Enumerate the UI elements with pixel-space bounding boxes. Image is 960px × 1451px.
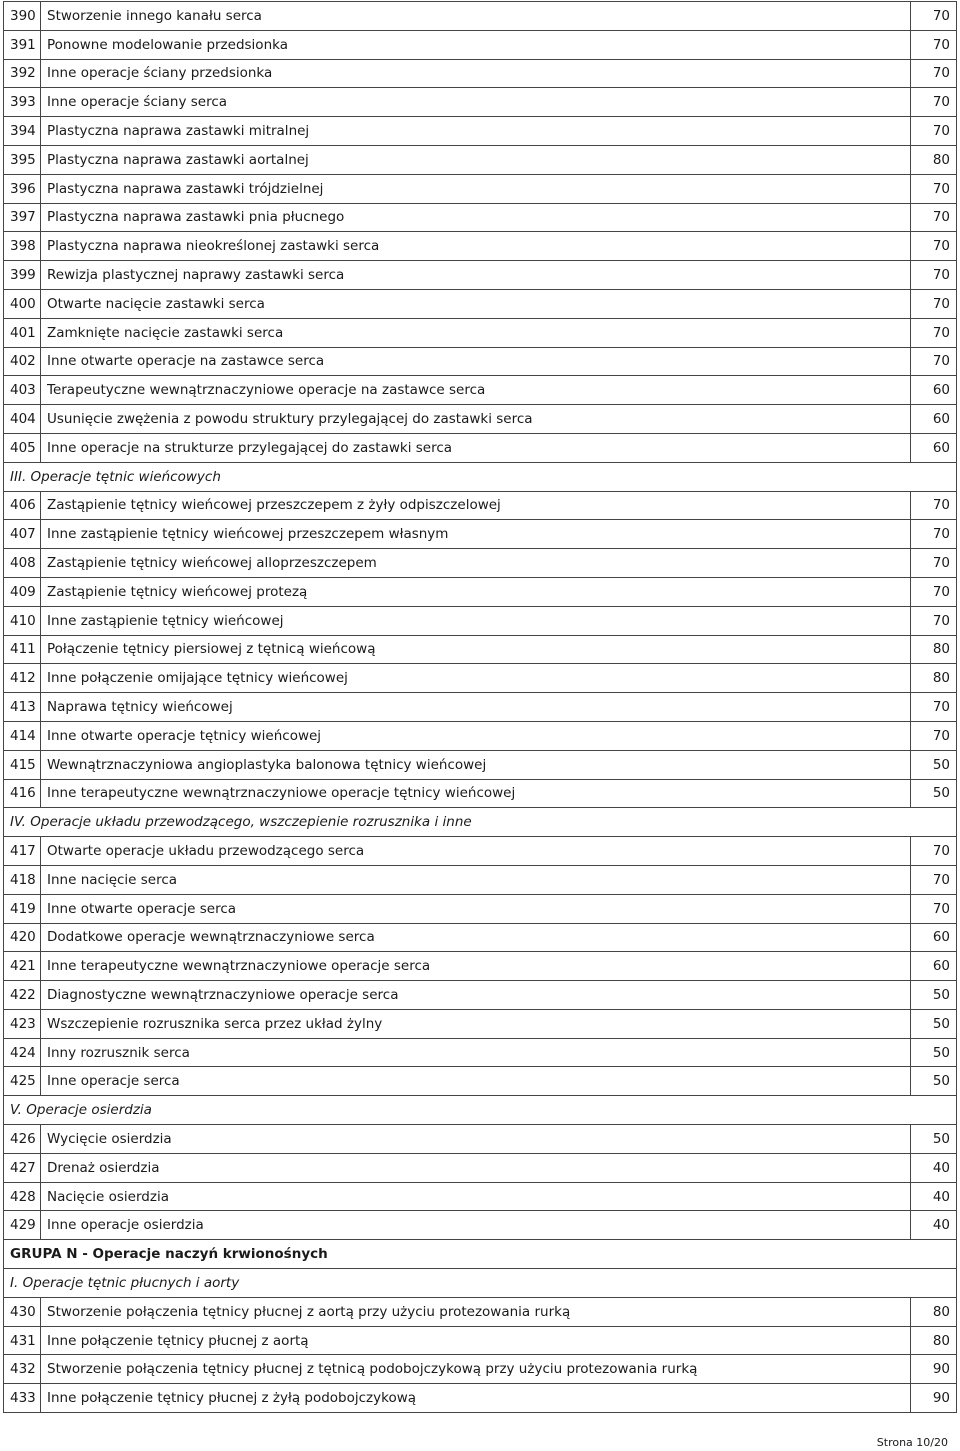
procedure-number: 426 bbox=[4, 1125, 41, 1154]
table-row bbox=[4, 923, 957, 952]
procedure-number: 411 bbox=[4, 635, 41, 664]
procedure-value: 70 bbox=[911, 520, 957, 549]
procedure-name: Plastyczna naprawa zastawki trójdzielnej bbox=[41, 174, 911, 203]
table-row bbox=[4, 1384, 957, 1413]
procedure-name: Otwarte nacięcie zastawki serca bbox=[41, 289, 911, 318]
table-row bbox=[4, 549, 957, 578]
procedure-name: Ponowne modelowanie przedsionka bbox=[41, 30, 911, 59]
table-row bbox=[4, 1182, 957, 1211]
procedure-number: 390 bbox=[4, 2, 41, 31]
procedure-number: 413 bbox=[4, 693, 41, 722]
section-header-row bbox=[4, 1096, 957, 1125]
table-row bbox=[4, 232, 957, 261]
procedure-number: 420 bbox=[4, 923, 41, 952]
procedure-number: 393 bbox=[4, 88, 41, 117]
procedure-value: 90 bbox=[911, 1384, 957, 1413]
procedure-number: 415 bbox=[4, 750, 41, 779]
table-row bbox=[4, 1009, 957, 1038]
procedure-value: 70 bbox=[911, 203, 957, 232]
procedure-value: 70 bbox=[911, 491, 957, 520]
procedure-name: Inne terapeutyczne wewnątrznaczyniowe operacje tętnicy wieńcowej bbox=[41, 779, 911, 808]
procedure-number: 412 bbox=[4, 664, 41, 693]
table-row bbox=[4, 1297, 957, 1326]
procedure-number: 432 bbox=[4, 1355, 41, 1384]
procedure-value: 50 bbox=[911, 981, 957, 1010]
procedure-number: 423 bbox=[4, 1009, 41, 1038]
procedure-number: 424 bbox=[4, 1038, 41, 1067]
procedure-number: 397 bbox=[4, 203, 41, 232]
procedure-name: Inne operacje osierdzia bbox=[41, 1211, 911, 1240]
procedure-name: Terapeutyczne wewnątrznaczyniowe operacje na zastawce serca bbox=[41, 376, 911, 405]
procedure-name: Inne operacje ściany serca bbox=[41, 88, 911, 117]
procedure-number: 419 bbox=[4, 894, 41, 923]
group-heading: GRUPA N - Operacje naczyń krwionośnych bbox=[4, 1240, 957, 1269]
procedure-number: 401 bbox=[4, 318, 41, 347]
procedure-number: 429 bbox=[4, 1211, 41, 1240]
procedure-value: 40 bbox=[911, 1211, 957, 1240]
procedure-name: Plastyczna naprawa zastawki pnia płucnego bbox=[41, 203, 911, 232]
procedure-value: 60 bbox=[911, 952, 957, 981]
procedure-value: 70 bbox=[911, 289, 957, 318]
procedure-name: Inny rozrusznik serca bbox=[41, 1038, 911, 1067]
table-row bbox=[4, 693, 957, 722]
table-row bbox=[4, 203, 957, 232]
procedure-number: 400 bbox=[4, 289, 41, 318]
table-row bbox=[4, 347, 957, 376]
procedure-name: Wewnątrznaczyniowa angioplastyka balonowa tętnicy wieńcowej bbox=[41, 750, 911, 779]
procedure-value: 70 bbox=[911, 30, 957, 59]
procedure-name: Inne terapeutyczne wewnątrznaczyniowe operacje serca bbox=[41, 952, 911, 981]
procedure-value: 70 bbox=[911, 693, 957, 722]
procedure-name: Inne otwarte operacje tętnicy wieńcowej bbox=[41, 721, 911, 750]
table-row bbox=[4, 837, 957, 866]
table-row bbox=[4, 174, 957, 203]
procedure-value: 50 bbox=[911, 1038, 957, 1067]
procedure-name: Inne nacięcie serca bbox=[41, 865, 911, 894]
table-row bbox=[4, 88, 957, 117]
procedure-number: 410 bbox=[4, 606, 41, 635]
procedure-number: 399 bbox=[4, 261, 41, 290]
table-row bbox=[4, 894, 957, 923]
procedure-number: 428 bbox=[4, 1182, 41, 1211]
procedure-number: 433 bbox=[4, 1384, 41, 1413]
procedure-value: 60 bbox=[911, 376, 957, 405]
table-row bbox=[4, 2, 957, 31]
procedure-value: 70 bbox=[911, 894, 957, 923]
procedure-number: 409 bbox=[4, 577, 41, 606]
table-row bbox=[4, 1038, 957, 1067]
procedure-name: Stworzenie połączenia tętnicy płucnej z tętnicą podobojczykową przy użyciu protezowania rurką bbox=[41, 1355, 911, 1384]
procedure-name: Stworzenie innego kanału serca bbox=[41, 2, 911, 31]
procedure-number: 402 bbox=[4, 347, 41, 376]
procedure-value: 70 bbox=[911, 347, 957, 376]
procedure-value: 70 bbox=[911, 261, 957, 290]
table-row bbox=[4, 1153, 957, 1182]
table-row bbox=[4, 750, 957, 779]
procedure-name: Inne operacje na strukturze przylegającej do zastawki serca bbox=[41, 433, 911, 462]
procedure-name: Usunięcie zwężenia z powodu struktury przylegającej do zastawki serca bbox=[41, 405, 911, 434]
table-row bbox=[4, 117, 957, 146]
procedure-value: 50 bbox=[911, 1125, 957, 1154]
procedure-name: Zastąpienie tętnicy wieńcowej protezą bbox=[41, 577, 911, 606]
procedure-table-body bbox=[4, 2, 957, 1413]
procedure-value: 80 bbox=[911, 635, 957, 664]
procedure-number: 394 bbox=[4, 117, 41, 146]
table-row bbox=[4, 491, 957, 520]
procedure-value: 40 bbox=[911, 1182, 957, 1211]
table-row bbox=[4, 779, 957, 808]
procedure-number: 403 bbox=[4, 376, 41, 405]
procedure-number: 418 bbox=[4, 865, 41, 894]
procedure-value: 70 bbox=[911, 2, 957, 31]
procedure-name: Inne połączenie tętnicy płucnej z żyłą podobojczykową bbox=[41, 1384, 911, 1413]
procedure-name: Inne połączenie tętnicy płucnej z aortą bbox=[41, 1326, 911, 1355]
table-row bbox=[4, 376, 957, 405]
procedure-value: 70 bbox=[911, 837, 957, 866]
procedure-value: 70 bbox=[911, 577, 957, 606]
procedure-number: 406 bbox=[4, 491, 41, 520]
section-header-row bbox=[4, 808, 957, 837]
procedure-value: 70 bbox=[911, 865, 957, 894]
table-row bbox=[4, 520, 957, 549]
procedure-name: Inne połączenie omijające tętnicy wieńcowej bbox=[41, 664, 911, 693]
procedure-name: Otwarte operacje układu przewodzącego serca bbox=[41, 837, 911, 866]
procedure-number: 417 bbox=[4, 837, 41, 866]
procedure-value: 70 bbox=[911, 549, 957, 578]
procedure-name: Zastąpienie tętnicy wieńcowej alloprzeszczepem bbox=[41, 549, 911, 578]
table-row bbox=[4, 433, 957, 462]
procedure-value: 50 bbox=[911, 1009, 957, 1038]
procedure-number: 404 bbox=[4, 405, 41, 434]
table-row bbox=[4, 1326, 957, 1355]
table-row bbox=[4, 1125, 957, 1154]
group-header-row bbox=[4, 1240, 957, 1269]
procedure-value: 70 bbox=[911, 174, 957, 203]
table-row bbox=[4, 318, 957, 347]
procedure-name: Inne zastąpienie tętnicy wieńcowej przeszczepem własnym bbox=[41, 520, 911, 549]
table-row bbox=[4, 59, 957, 88]
procedure-name: Wszczepienie rozrusznika serca przez układ żylny bbox=[41, 1009, 911, 1038]
procedure-value: 60 bbox=[911, 405, 957, 434]
table-row bbox=[4, 145, 957, 174]
table-row bbox=[4, 981, 957, 1010]
procedure-name: Stworzenie połączenia tętnicy płucnej z aortą przy użyciu protezowania rurką bbox=[41, 1297, 911, 1326]
table-row bbox=[4, 30, 957, 59]
page-number: Strona 10/20 bbox=[876, 1436, 948, 1449]
table-row bbox=[4, 1067, 957, 1096]
procedure-number: 391 bbox=[4, 30, 41, 59]
procedure-value: 40 bbox=[911, 1153, 957, 1182]
procedure-number: 431 bbox=[4, 1326, 41, 1355]
table-row bbox=[4, 865, 957, 894]
procedure-value: 50 bbox=[911, 750, 957, 779]
procedure-name: Plastyczna naprawa zastawki mitralnej bbox=[41, 117, 911, 146]
table-row bbox=[4, 721, 957, 750]
section-heading: V. Operacje osierdzia bbox=[4, 1096, 957, 1125]
procedure-value: 60 bbox=[911, 433, 957, 462]
procedure-number: 398 bbox=[4, 232, 41, 261]
procedure-number: 421 bbox=[4, 952, 41, 981]
procedure-name: Inne zastąpienie tętnicy wieńcowej bbox=[41, 606, 911, 635]
procedure-number: 416 bbox=[4, 779, 41, 808]
procedure-value: 70 bbox=[911, 721, 957, 750]
procedure-name: Inne operacje serca bbox=[41, 1067, 911, 1096]
procedure-value: 90 bbox=[911, 1355, 957, 1384]
procedure-name: Plastyczna naprawa zastawki aortalnej bbox=[41, 145, 911, 174]
table-row bbox=[4, 577, 957, 606]
procedure-name: Drenaż osierdzia bbox=[41, 1153, 911, 1182]
table-row bbox=[4, 952, 957, 981]
procedure-number: 414 bbox=[4, 721, 41, 750]
procedure-number: 405 bbox=[4, 433, 41, 462]
procedure-number: 427 bbox=[4, 1153, 41, 1182]
table-row bbox=[4, 635, 957, 664]
procedure-number: 408 bbox=[4, 549, 41, 578]
procedure-name: Wycięcie osierdzia bbox=[41, 1125, 911, 1154]
procedure-number: 422 bbox=[4, 981, 41, 1010]
section-heading: IV. Operacje układu przewodzącego, wszczepienie rozrusznika i inne bbox=[4, 808, 957, 837]
procedure-name: Inne otwarte operacje serca bbox=[41, 894, 911, 923]
table-row bbox=[4, 405, 957, 434]
procedure-number: 396 bbox=[4, 174, 41, 203]
procedure-number: 425 bbox=[4, 1067, 41, 1096]
table-row bbox=[4, 664, 957, 693]
procedure-name: Inne otwarte operacje na zastawce serca bbox=[41, 347, 911, 376]
procedure-number: 430 bbox=[4, 1297, 41, 1326]
table-row bbox=[4, 261, 957, 290]
table-row bbox=[4, 289, 957, 318]
procedure-value: 70 bbox=[911, 88, 957, 117]
section-heading: III. Operacje tętnic wieńcowych bbox=[4, 462, 957, 491]
section-header-row bbox=[4, 1269, 957, 1298]
procedure-number: 395 bbox=[4, 145, 41, 174]
procedure-name: Plastyczna naprawa nieokreślonej zastawki serca bbox=[41, 232, 911, 261]
procedure-name: Inne operacje ściany przedsionka bbox=[41, 59, 911, 88]
procedure-name: Zastąpienie tętnicy wieńcowej przeszczepem z żyły odpiszczelowej bbox=[41, 491, 911, 520]
procedure-number: 407 bbox=[4, 520, 41, 549]
section-header-row bbox=[4, 462, 957, 491]
procedure-name: Połączenie tętnicy piersiowej z tętnicą wieńcową bbox=[41, 635, 911, 664]
procedure-name: Naprawa tętnicy wieńcowej bbox=[41, 693, 911, 722]
procedure-name: Zamknięte nacięcie zastawki serca bbox=[41, 318, 911, 347]
procedure-name: Nacięcie osierdzia bbox=[41, 1182, 911, 1211]
procedure-value: 80 bbox=[911, 1326, 957, 1355]
procedure-table bbox=[3, 1, 957, 1413]
procedure-value: 80 bbox=[911, 1297, 957, 1326]
procedure-name: Dodatkowe operacje wewnątrznaczyniowe serca bbox=[41, 923, 911, 952]
procedure-value: 80 bbox=[911, 664, 957, 693]
procedure-name: Rewizja plastycznej naprawy zastawki serca bbox=[41, 261, 911, 290]
procedure-value: 70 bbox=[911, 59, 957, 88]
procedure-value: 70 bbox=[911, 232, 957, 261]
procedure-number: 392 bbox=[4, 59, 41, 88]
procedure-name: Diagnostyczne wewnątrznaczyniowe operacje serca bbox=[41, 981, 911, 1010]
procedure-value: 70 bbox=[911, 117, 957, 146]
procedure-value: 50 bbox=[911, 1067, 957, 1096]
procedure-value: 80 bbox=[911, 145, 957, 174]
procedure-value: 50 bbox=[911, 779, 957, 808]
section-heading: I. Operacje tętnic płucnych i aorty bbox=[4, 1269, 957, 1298]
table-row bbox=[4, 1211, 957, 1240]
procedure-value: 70 bbox=[911, 606, 957, 635]
procedure-value: 60 bbox=[911, 923, 957, 952]
table-row bbox=[4, 606, 957, 635]
procedure-value: 70 bbox=[911, 318, 957, 347]
table-row bbox=[4, 1355, 957, 1384]
